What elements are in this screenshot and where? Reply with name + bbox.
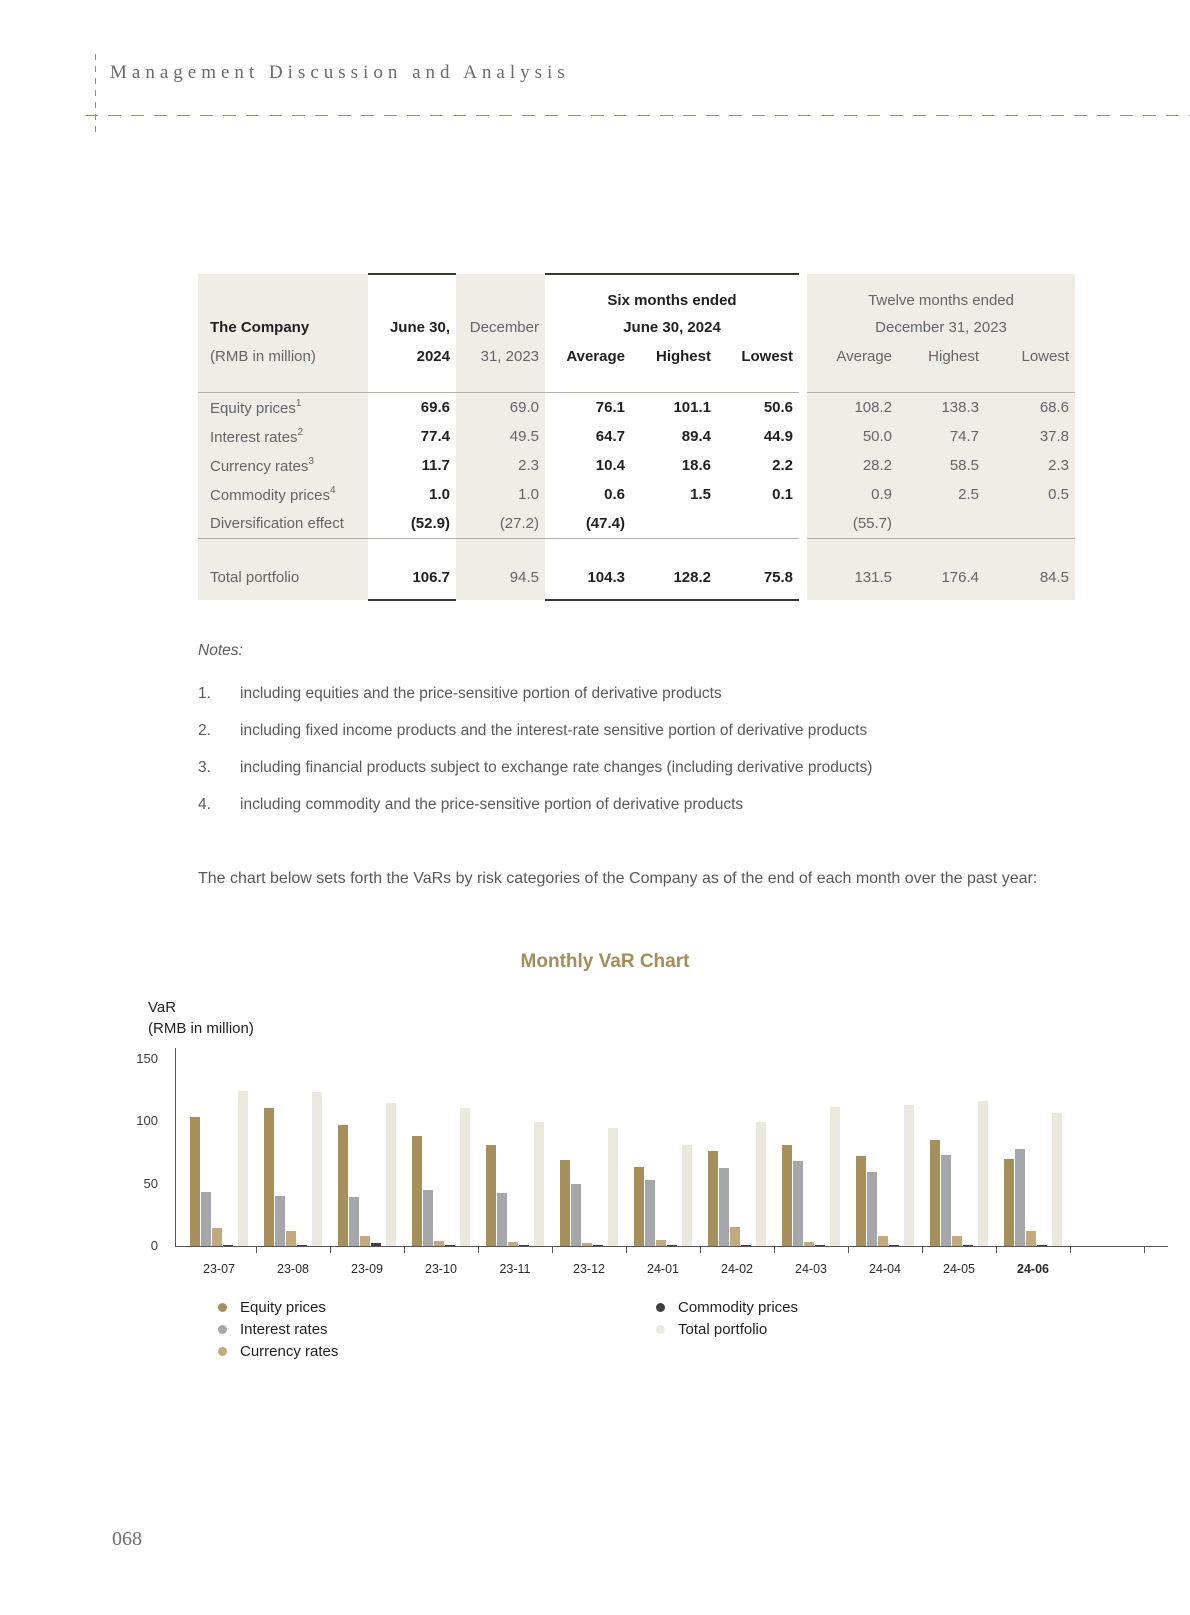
table-value-cell (631, 509, 717, 539)
equity-prices-bar-23-10 (412, 1136, 422, 1246)
legend-item (218, 1318, 338, 1340)
table-value-cell: (27.2) (456, 509, 545, 539)
x-label-24-02: 24-02 (721, 1262, 753, 1276)
chart-title: Monthly VaR Chart (520, 951, 690, 972)
commodity-prices-bar-24-06 (1037, 1245, 1047, 1246)
table-value-cell: 101.1 (631, 393, 717, 423)
total-portfolio-bar-24-05 (978, 1101, 988, 1246)
total-portfolio-bar-24-03 (830, 1107, 840, 1246)
col-header-lowest: Lowest (717, 342, 803, 393)
table-value-cell (898, 509, 985, 539)
table-header-group-row (198, 274, 1075, 312)
table-row (198, 480, 1075, 509)
table-value-cell: 1.5 (631, 480, 717, 509)
commodity-prices-bar-24-05 (963, 1245, 973, 1246)
total-portfolio-bar-23-09 (386, 1103, 396, 1246)
table-value-cell: 69.6 (368, 393, 456, 423)
six-months-date: June 30, 2024 (545, 312, 803, 342)
equity-prices-bar-24-05 (930, 1140, 940, 1246)
interest-rates-bar-24-02 (719, 1168, 729, 1246)
total-portfolio-bar-24-04 (904, 1105, 914, 1246)
x-label-24-04: 24-04 (869, 1262, 901, 1276)
legend-item (656, 1318, 798, 1340)
table-value-cell: 18.6 (631, 451, 717, 480)
currency-rates-bar-24-01 (656, 1240, 666, 1246)
commodity-prices-bar-23-09 (371, 1243, 381, 1246)
y-tick-labels (128, 1048, 168, 1253)
commodity-prices-bar-23-12 (593, 1245, 603, 1246)
table-value-cell: 131.5 (803, 555, 898, 600)
interest-rates-bar-23-07 (201, 1192, 211, 1246)
col-header-dec-year: 31, 2023 (456, 342, 545, 393)
notes-section (198, 642, 978, 834)
table-value-cell: 49.5 (456, 422, 545, 451)
total-portfolio-bar-24-02 (756, 1122, 766, 1246)
table-value-cell: 106.7 (368, 555, 456, 600)
table-value-cell: 108.2 (803, 393, 898, 423)
col-header-highest-2: Highest (898, 342, 985, 393)
legend-label: Currency rates (240, 1342, 339, 1360)
table-value-cell: 0.5 (985, 480, 1075, 509)
total-portfolio-legend-dot (656, 1325, 665, 1334)
table-cell (631, 539, 717, 556)
interest-rates-bar-24-01 (645, 1180, 655, 1246)
table-cell (368, 539, 456, 556)
table-cell (717, 539, 803, 556)
commodity-prices-bar-23-10 (445, 1245, 455, 1246)
table-header-row (198, 312, 1075, 342)
table-value-cell: 2.3 (985, 451, 1075, 480)
note-text: including commodity and the price-sensitive portion of derivative products (240, 796, 744, 813)
equity-prices-bar-24-03 (782, 1145, 792, 1246)
bar-group-23-12 (552, 1058, 626, 1246)
note-number: 1. (198, 685, 211, 702)
table-cell (985, 539, 1075, 556)
x-tick (1070, 1247, 1071, 1253)
currency-rates-bar-24-05 (952, 1236, 962, 1246)
x-label-23-12: 23-12 (573, 1262, 605, 1276)
x-tick (478, 1247, 479, 1253)
row-label: Equity prices$^1$ (198, 393, 368, 423)
table-value-cell: (55.7) (803, 509, 898, 539)
var-table (198, 273, 1075, 601)
x-label-23-10: 23-10 (425, 1262, 457, 1276)
table-value-cell: 94.5 (456, 555, 545, 600)
bar-chart (182, 1058, 1070, 1246)
x-tick (996, 1247, 997, 1253)
currency-rates-bar-24-02 (730, 1227, 740, 1246)
interest-rates-bar-24-06 (1015, 1149, 1025, 1246)
table-value-cell: (47.4) (545, 509, 631, 539)
currency-rates-bar-24-03 (804, 1242, 814, 1246)
legend-item (218, 1340, 338, 1362)
interest-rates-bar-23-12 (571, 1184, 581, 1246)
interest-rates-legend-dot (218, 1325, 227, 1334)
legend-item (656, 1296, 798, 1318)
bar-group-24-03 (774, 1058, 848, 1246)
twelve-months-header: Twelve months ended (803, 274, 1075, 312)
interest-rates-bar-23-08 (275, 1196, 285, 1246)
header-dashed-vertical-rule (95, 54, 96, 136)
bar-group-24-06 (996, 1058, 1070, 1246)
commodity-prices-bar-23-08 (297, 1245, 307, 1246)
table-cell (198, 274, 368, 312)
bar-group-24-04 (848, 1058, 922, 1246)
table-value-cell: 176.4 (898, 555, 985, 600)
table-value-cell: 50.6 (717, 393, 803, 423)
equity-prices-bar-24-02 (708, 1151, 718, 1246)
note-item (198, 723, 978, 739)
interest-rates-bar-24-03 (793, 1161, 803, 1246)
bar-group-23-11 (478, 1058, 552, 1246)
table-value-cell: 138.3 (898, 393, 985, 423)
twelve-months-date: December 31, 2023 (803, 312, 1075, 342)
equity-prices-bar-23-08 (264, 1108, 274, 1246)
table-row (198, 451, 1075, 480)
bar-group-23-10 (404, 1058, 478, 1246)
table-value-cell: 76.1 (545, 393, 631, 423)
col-header-lowest-2: Lowest (985, 342, 1075, 393)
x-tick (256, 1247, 257, 1253)
col-header-average: Average (545, 342, 631, 393)
table-value-cell (717, 509, 803, 539)
x-tick (848, 1247, 849, 1253)
equity-prices-legend-dot (218, 1303, 227, 1312)
interest-rates-bar-23-09 (349, 1197, 359, 1246)
x-label-24-06: 24-06 (1017, 1262, 1049, 1276)
y-tick-label: 0 (150, 1238, 158, 1253)
row-label: Interest rates$^2$ (198, 422, 368, 451)
table-value-cell: 28.2 (803, 451, 898, 480)
bar-group-23-08 (256, 1058, 330, 1246)
bar-group-23-07 (182, 1058, 256, 1246)
x-axis-line (175, 1246, 1168, 1247)
table-cell (456, 539, 545, 556)
note-item (198, 686, 978, 702)
table-value-cell: 0.1 (717, 480, 803, 509)
x-label-24-01: 24-01 (647, 1262, 679, 1276)
row-label: Total portfolio (198, 555, 368, 600)
x-tick (330, 1247, 331, 1253)
rmb-label: (RMB in million) (198, 342, 368, 393)
table-row (198, 393, 1075, 423)
commodity-prices-bar-23-11 (519, 1245, 529, 1246)
interest-rates-bar-23-11 (497, 1193, 507, 1246)
equity-prices-bar-23-11 (486, 1145, 496, 1246)
currency-rates-bar-23-09 (360, 1236, 370, 1246)
y-axis-line (175, 1048, 176, 1246)
x-label-23-09: 23-09 (351, 1262, 383, 1276)
table-value-cell: 37.8 (985, 422, 1075, 451)
row-label: Commodity prices$^4$ (198, 480, 368, 509)
commodity-prices-bar-24-02 (741, 1245, 751, 1246)
total-portfolio-bar-23-12 (608, 1128, 618, 1246)
table-value-cell: 84.5 (985, 555, 1075, 600)
page-number: 068 (112, 1528, 142, 1550)
row-label: Diversification effect (198, 509, 368, 539)
table-value-cell: 0.9 (803, 480, 898, 509)
x-label-24-03: 24-03 (795, 1262, 827, 1276)
notes-heading: Notes: (198, 642, 243, 659)
equity-prices-bar-23-07 (190, 1117, 200, 1246)
commodity-prices-bar-24-01 (667, 1245, 677, 1246)
x-tick (1144, 1247, 1145, 1253)
table-value-cell: 50.0 (803, 422, 898, 451)
y-tick-label: 150 (136, 1050, 158, 1066)
bar-group-23-09 (330, 1058, 404, 1246)
x-label-24-05: 24-05 (943, 1262, 975, 1276)
table-value-cell: 2.2 (717, 451, 803, 480)
x-tick (404, 1247, 405, 1253)
currency-rates-bar-23-12 (582, 1243, 592, 1246)
table-value-cell: 0.6 (545, 480, 631, 509)
table-cell (198, 539, 368, 556)
table-row (198, 422, 1075, 451)
table-cell (456, 274, 545, 312)
table-subheader-row (198, 342, 1075, 393)
table-cell (545, 539, 631, 556)
total-portfolio-bar-23-07 (238, 1091, 248, 1246)
table-value-cell: 89.4 (631, 422, 717, 451)
bar-group-24-01 (626, 1058, 700, 1246)
table-value-cell: 1.0 (368, 480, 456, 509)
table-cell (803, 539, 898, 556)
legend-label: Total portfolio (678, 1320, 768, 1338)
currency-rates-bar-24-04 (878, 1236, 888, 1246)
currency-rates-legend-dot (218, 1347, 227, 1356)
table-value-cell: 64.7 (545, 422, 631, 451)
note-text: including equities and the price-sensitive portion of derivative products (240, 685, 722, 702)
table-cell (898, 539, 985, 556)
total-portfolio-bar-24-06 (1052, 1113, 1062, 1246)
x-label-23-08: 23-08 (277, 1262, 309, 1276)
y-axis-unit: (RMB in million) (148, 1020, 254, 1037)
x-label-23-07: 23-07 (203, 1262, 235, 1276)
equity-prices-bar-24-06 (1004, 1159, 1014, 1246)
table-spacer-row (198, 539, 1075, 556)
commodity-prices-bar-24-03 (815, 1245, 825, 1246)
interest-rates-bar-24-04 (867, 1172, 877, 1246)
x-label-23-11: 23-11 (499, 1262, 531, 1276)
x-tick (922, 1247, 923, 1253)
legend-item (218, 1296, 338, 1318)
table-value-cell (985, 509, 1075, 539)
commodity-prices-bar-24-04 (889, 1245, 899, 1246)
currency-rates-bar-23-10 (434, 1241, 444, 1246)
bar-group-24-05 (922, 1058, 996, 1246)
table-value-cell: 2.3 (456, 451, 545, 480)
y-tick-label: 100 (136, 1113, 158, 1128)
table-row (198, 509, 1075, 539)
total-portfolio-bar-23-10 (460, 1108, 470, 1246)
legend-label: Interest rates (240, 1320, 328, 1338)
commodity-prices-legend-dot (656, 1303, 665, 1312)
currency-rates-bar-24-06 (1026, 1231, 1036, 1246)
note-item (198, 760, 978, 776)
currency-rates-bar-23-11 (508, 1242, 518, 1246)
table-row (198, 555, 1075, 600)
interest-rates-bar-23-10 (423, 1190, 433, 1246)
currency-rates-bar-23-08 (286, 1231, 296, 1246)
col-header-jun-year: 2024 (368, 342, 456, 393)
equity-prices-bar-24-04 (856, 1156, 866, 1246)
note-text: including fixed income products and the interest-rate sensitive portion of derivative products (240, 722, 868, 739)
equity-prices-bar-23-12 (560, 1160, 570, 1246)
intro-paragraph: The chart below sets forth the VaRs by risk categories of the Company as of the end of each month over the past year: (198, 870, 1038, 887)
x-tick (700, 1247, 701, 1253)
company-label: The Company (198, 312, 368, 342)
chart-legend-left (218, 1296, 338, 1362)
col-header-jun: June 30, (368, 312, 456, 342)
legend-label: Equity prices (240, 1298, 326, 1316)
table-value-cell: 104.3 (545, 555, 631, 600)
col-header-highest: Highest (631, 342, 717, 393)
x-tick (552, 1247, 553, 1253)
currency-rates-bar-23-07 (212, 1228, 222, 1246)
table-value-cell: 77.4 (368, 422, 456, 451)
note-number: 4. (198, 796, 211, 813)
six-months-header: Six months ended (545, 274, 803, 312)
legend-label: Commodity prices (678, 1298, 799, 1316)
interest-rates-bar-24-05 (941, 1155, 951, 1246)
y-axis-name: VaR (148, 999, 177, 1016)
table-value-cell: 10.4 (545, 451, 631, 480)
commodity-prices-bar-23-07 (223, 1245, 233, 1246)
table-value-cell: 11.7 (368, 451, 456, 480)
table-value-cell: 128.2 (631, 555, 717, 600)
table-cell (368, 274, 456, 312)
table-value-cell: 68.6 (985, 393, 1075, 423)
total-portfolio-bar-24-01 (682, 1145, 692, 1246)
note-number: 2. (198, 722, 211, 739)
row-label: Currency rates$^3$ (198, 451, 368, 480)
bar-group-24-02 (700, 1058, 774, 1246)
page-title: Management Discussion and Analysis (110, 62, 570, 83)
table-value-cell: 58.5 (898, 451, 985, 480)
table-value-cell: 74.7 (898, 422, 985, 451)
note-item (198, 797, 978, 813)
col-header-dec: December (456, 312, 545, 342)
table-value-cell: (52.9) (368, 509, 456, 539)
x-tick (626, 1247, 627, 1253)
x-tick (774, 1247, 775, 1253)
col-header-average-2: Average (803, 342, 898, 393)
note-text: including financial products subject to exchange rate changes (including derivative products) (240, 759, 873, 776)
y-tick-label: 50 (143, 1175, 158, 1191)
table-value-cell: 69.0 (456, 393, 545, 423)
equity-prices-bar-23-09 (338, 1125, 348, 1246)
chart-legend-right (656, 1296, 798, 1340)
equity-prices-bar-24-01 (634, 1167, 644, 1246)
header-dashed-horizontal-rule (85, 115, 1190, 116)
table-value-cell: 2.5 (898, 480, 985, 509)
table-value-cell: 75.8 (717, 555, 803, 600)
note-number: 3. (198, 759, 211, 776)
total-portfolio-bar-23-11 (534, 1122, 544, 1246)
x-axis-labels (182, 1262, 1070, 1276)
total-portfolio-bar-23-08 (312, 1092, 322, 1246)
table-value-cell: 1.0 (456, 480, 545, 509)
table-value-cell: 44.9 (717, 422, 803, 451)
